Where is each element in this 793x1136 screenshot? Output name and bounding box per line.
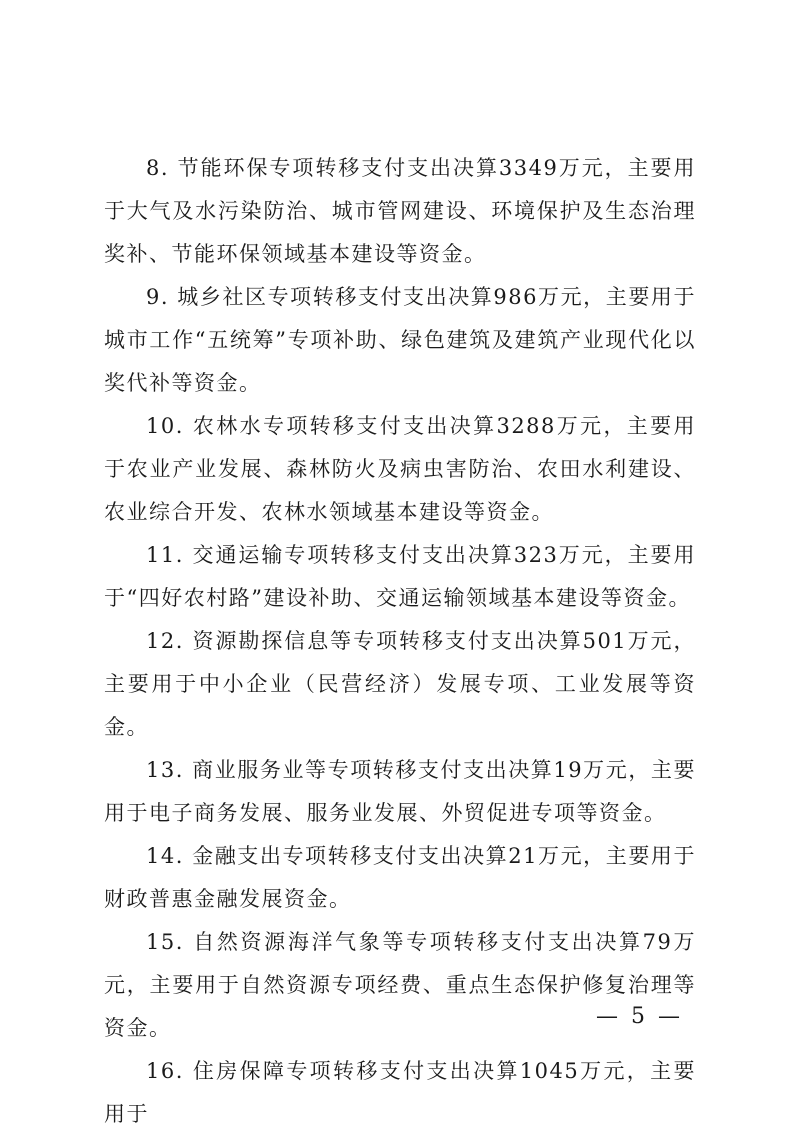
paragraph-item-13: 13. 商业服务业等专项转移支付支出决算19万元，主要用于电子商务发展、服务业发展、外贸促进专项等资金。 [104,758,696,825]
paragraph-item-8: 8. 节能环保专项转移支付支出决算3349万元，主要用于大气及水污染防治、城市管网建设、环境保护及生态治理奖补、节能环保领域基本建设等资金。 [104,156,696,266]
paragraph-item-12: 12. 资源勘探信息等专项转移支付支出决算501万元，主要用于中小企业（民营经济）发展专项、工业发展等资金。 [104,629,696,739]
paragraph-item-11: 11. 交通运输专项转移支付支出决算323万元，主要用于“四好农村路”建设补助、交通运输领域基本建设等资金。 [104,543,696,610]
page-number: — 5 — [596,1004,683,1029]
body-text [104,147,696,1136]
paragraph-item-15: 15. 自然资源海洋气象等专项转移支付支出决算79万元，主要用于自然资源专项经费、重点生态保护修复治理等资金。 [104,930,696,1040]
paragraph-item-14: 14. 金融支出专项转移支付支出决算21万元，主要用于财政普惠金融发展资金。 [104,844,696,911]
paragraph-item-16: 16. 住房保障专项转移支付支出决算1045万元，主要用于 [104,1059,696,1126]
paragraph-item-9: 9. 城乡社区专项转移支付支出决算986万元，主要用于城市工作“五统筹”专项补助、绿色建筑及建筑产业现代化以奖代补等资金。 [104,285,696,395]
paragraph-item-10: 10. 农林水专项转移支付支出决算3288万元，主要用于农业产业发展、森林防火及病虫害防治、农田水利建设、农业综合开发、农林水领域基本建设等资金。 [104,414,696,524]
